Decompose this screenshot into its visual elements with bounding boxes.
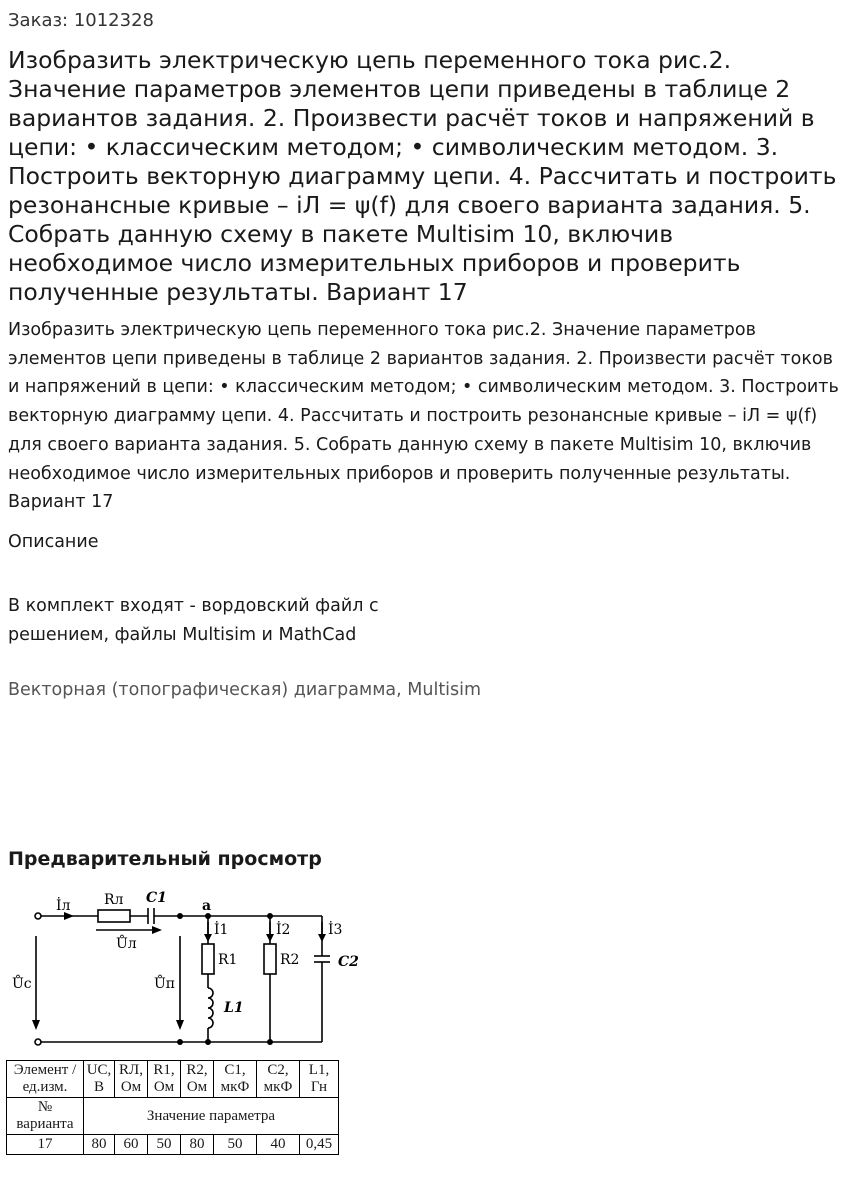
description-text: Изобразить электрическую цепь переменного тока рис.2. Значение параметров элементов цепи приведены в таблице 2 вариантов задания. 2. Произвести расчёт токов и напряжений в цепи: • классическим методом; • символическим методом. 3. Построить векторную диаграмму цепи. 4. Рассчитать и построить резонансные кривые – iЛ = ψ(f) для своего варианта задания. 5. Собрать данную схему в пакете Multisim 10, включив необходимое число измерительных приборов и проверить полученные результаты. Вариант 17 <box>8 320 839 513</box>
order-number: Заказ: 1012328 <box>8 10 154 31</box>
table-col-header: C1, мкФ <box>214 1061 257 1098</box>
table-cell: 0,45 <box>300 1135 339 1155</box>
table-col-header: R1, Ом <box>148 1061 181 1098</box>
table-col-header: C2, мкФ <box>257 1061 300 1098</box>
table-col-header: R2, Ом <box>181 1061 214 1098</box>
table-header-variant: № варианта <box>7 1098 84 1135</box>
preview-heading: Предварительный просмотр <box>8 848 322 870</box>
label-r2: R2 <box>280 952 300 968</box>
table-cell-variant: 17 <box>7 1135 84 1155</box>
subtitle: Векторная (топографическая) диаграмма, Multisim <box>8 680 482 700</box>
table-cell: 50 <box>148 1135 181 1155</box>
table-col-header: RЛ, Ом <box>115 1061 148 1098</box>
table-header-element: Элемент / ед.изм. <box>7 1061 84 1098</box>
label-c1: C1 <box>146 890 167 906</box>
description-heading: Описание <box>8 532 99 552</box>
page-title: Изобразить электрическую цепь переменного тока рис.2. Значение параметров элементов цепи приведены в таблице 2 вариантов задания. 2. Произвести расчёт токов и напряжений в цепи: • классическим методом; • символическим методом. 3. Построить векторную диаграмму цепи. 4. Рассчитать и построить резонансные кривые – iЛ = ψ(f) для своего варианта задания. 5. Собрать данную схему в пакете Multisim 10, включив необходимое число измерительных приборов и проверить полученные результаты. Вариант 17 <box>8 46 837 306</box>
label-up: Ůп <box>154 976 176 992</box>
table-row <box>7 1135 339 1155</box>
table-col-header: L1, Гн <box>300 1061 339 1098</box>
label-i3: İ3 <box>328 922 343 938</box>
table-cell: 80 <box>84 1135 115 1155</box>
label-uc: Ůc <box>12 976 32 992</box>
label-i2: İ2 <box>276 922 291 938</box>
table-cell: 80 <box>181 1135 214 1155</box>
kit-text: В комплект входят - вордовский файл с решением, файлы Multisim и MathCad <box>8 596 379 645</box>
table-cell: 60 <box>115 1135 148 1155</box>
label-i1: İ1 <box>214 922 229 938</box>
label-rl: Rл <box>104 892 124 908</box>
label-ul: Ůл <box>116 936 137 952</box>
label-c2: C2 <box>338 954 359 970</box>
label-l1: L1 <box>224 1000 244 1016</box>
table-col-header: UC, В <box>84 1061 115 1098</box>
label-il: İл <box>56 898 71 914</box>
label-node-a: a <box>202 898 212 914</box>
table-cell: 40 <box>257 1135 300 1155</box>
table-cell: 50 <box>214 1135 257 1155</box>
label-r1: R1 <box>218 952 238 968</box>
table-header-value: Значение параметра <box>84 1098 339 1135</box>
parameters-table <box>6 1060 339 1155</box>
